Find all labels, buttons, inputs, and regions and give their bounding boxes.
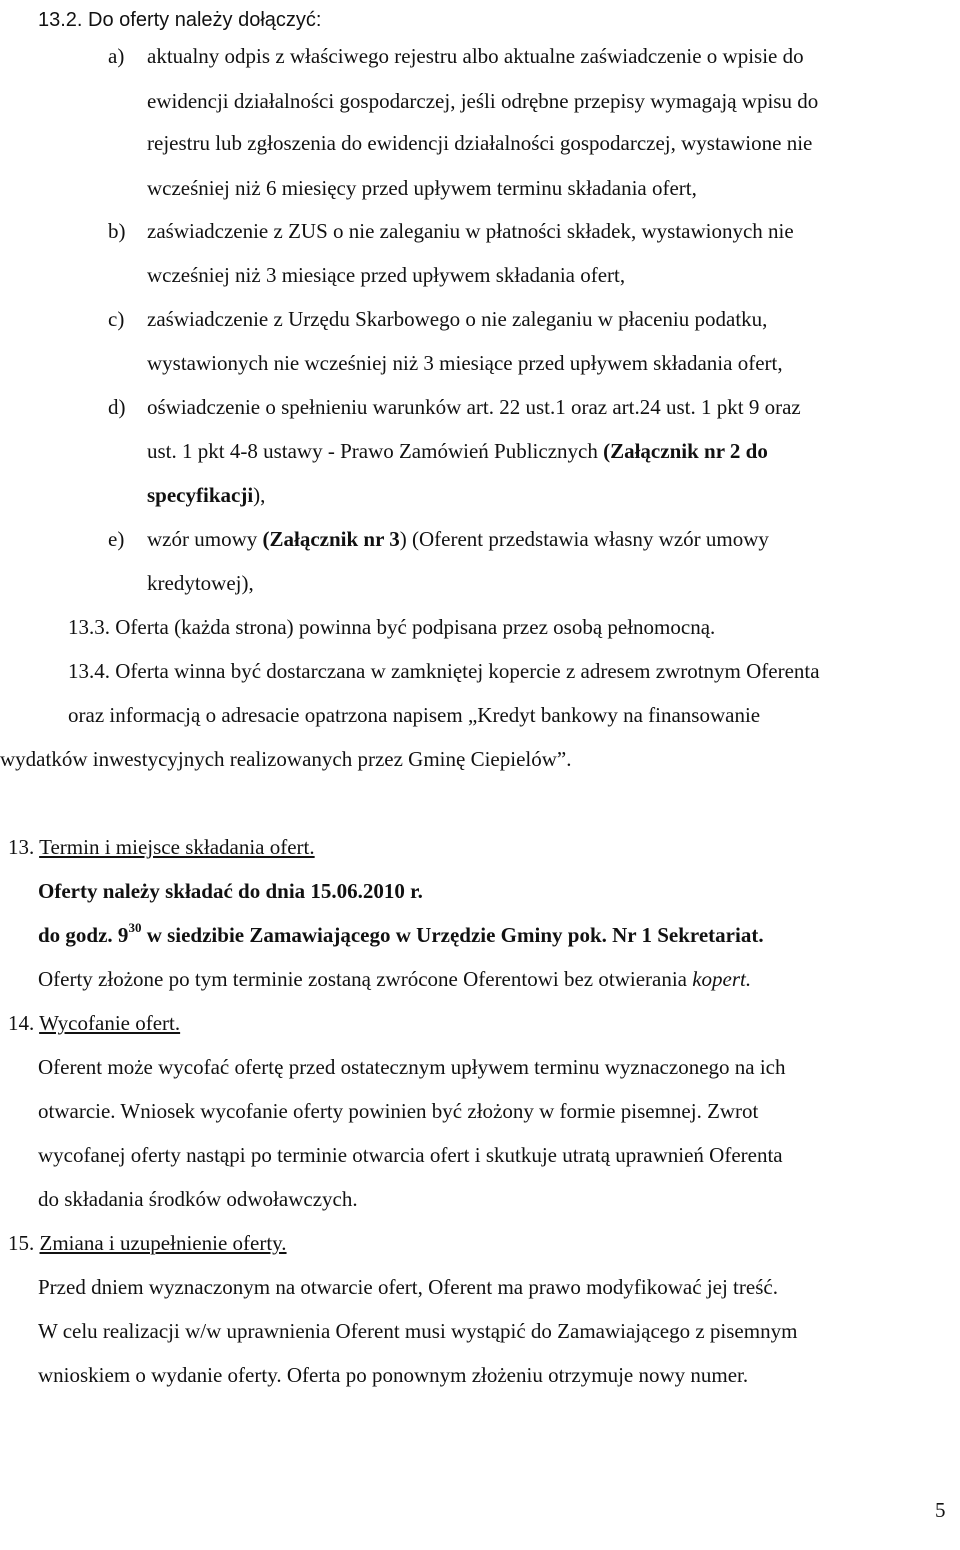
submission-time: do godz. 9 — [38, 923, 129, 947]
item-e-line-2: kredytowej), — [147, 571, 254, 595]
item-a-line-4: wcześniej niż 6 miesięcy przed upływem terminu składania ofert, — [147, 176, 697, 200]
section-14-line-3: wycofanej oferty nastąpi po terminie otwarcia ofert i skutkuje utratą uprawnień Oferenta — [38, 1143, 783, 1167]
item-b-marker: b) — [108, 219, 126, 243]
item-d-line-3 — [147, 483, 265, 507]
item-c-line-2: wystawionych nie wcześniej niż 3 miesiące przed upływem składania ofert, — [147, 351, 783, 375]
late-offers-text: Oferty złożone po tym terminie zostaną zwrócone Oferentowi bez otwierania — [38, 967, 693, 991]
submission-time-minutes: 30 — [128, 920, 142, 935]
item-a-line-3: rejestru lub zgłoszenia do ewidencji działalności gospodarczej, wystawione nie — [147, 131, 813, 155]
item-a-line-1: aktualny odpis z właściwego rejestru albo aktualne zaświadczenie o wpisie do — [147, 44, 804, 68]
item-c-line-1: zaświadczenie z Urzędu Skarbowego o nie zaleganiu w płaceniu podatku, — [147, 307, 768, 331]
item-e-line-1-tail: ) (Oferent przedstawia własny wzór umowy — [399, 527, 769, 551]
item-e-line-1-text: wzór umowy — [147, 527, 263, 551]
section-15-heading — [8, 1231, 287, 1255]
section-14-line-2: otwarcie. Wniosek wycofanie oferty powinien być złożony w formie pisemnej. Zwrot — [38, 1099, 759, 1123]
item-b-line-1: zaświadczenie z ZUS o nie zaleganiu w płatności składek, wystawionych nie — [147, 219, 794, 243]
section-14-line-4: do składania środków odwoławczych. — [38, 1187, 358, 1211]
section-13-4-line-3: wydatków inwestycyjnych realizowanych przez Gminę Ciepielów”. — [0, 747, 572, 771]
item-e-marker: e) — [108, 527, 125, 551]
item-a-marker: a) — [108, 44, 125, 68]
section-13-title: Termin i miejsce składania ofert. — [39, 835, 315, 859]
section-15-line-1: Przed dniem wyznaczonym na otwarcie ofert, Oferent ma prawo modyfikować jej treść. — [38, 1275, 778, 1299]
section-14-line-1: Oferent może wycofać ofertę przed ostatecznym upływem terminu wyznaczonego na ich — [38, 1055, 786, 1079]
section-14-heading — [8, 1011, 180, 1035]
section-13-4-line-1: 13.4. Oferta winna być dostarczana w zamkniętej kopercie z adresem zwrotnym Oferenta — [68, 659, 820, 683]
attachment-3-reference: (Załącznik nr 3 — [262, 527, 400, 551]
section-15-title: Zmiana i uzupełnienie oferty. — [39, 1231, 287, 1255]
submission-deadline: Oferty należy składać do dnia 15.06.2010 r. — [38, 879, 423, 903]
section-15-line-3: wnioskiem o wydanie oferty. Oferta po ponownym złożeniu otrzymuje nowy numer. — [38, 1363, 749, 1387]
section-13-4-line-2: oraz informacją o adresacie opatrzona napisem „Kredyt bankowy na finansowanie — [68, 703, 761, 727]
item-d-line-2-text: ust. 1 pkt 4-8 ustawy - Prawo Zamówień Publicznych — [147, 439, 604, 463]
attachment-2-reference: (Załącznik nr 2 do — [603, 439, 768, 463]
section-14-number: 14. — [8, 1011, 35, 1035]
item-c-marker: c) — [108, 307, 125, 331]
section-14-title: Wycofanie ofert. — [39, 1011, 181, 1035]
attachment-2-reference-cont: specyfikacji — [147, 483, 254, 507]
late-offers-italic: kopert. — [692, 967, 752, 991]
section-13-2-heading: 13.2. Do oferty należy dołączyć: — [38, 9, 322, 31]
item-b-line-2: wcześniej niż 3 miesiące przed upływem składania ofert, — [147, 263, 626, 287]
item-a-line-2: ewidencji działalności gospodarczej, jeśli odrębne przepisy wymagają wpisu do — [147, 89, 819, 113]
late-offers-note — [38, 967, 751, 991]
item-d-line-1: oświadczenie o spełnieniu warunków art. 22 ust.1 oraz art.24 ust. 1 pkt 9 oraz — [147, 395, 801, 419]
section-13-number: 13. — [8, 835, 35, 859]
item-d-line-2 — [147, 439, 768, 463]
item-d-line-3-tail: ), — [253, 483, 266, 507]
submission-location: w siedzibie Zamawiającego w Urzędzie Gminy pok. Nr 1 Sekretariat. — [141, 923, 764, 947]
submission-time-location — [38, 920, 764, 947]
page-number: 5 — [935, 1498, 946, 1522]
section-15-number: 15. — [8, 1231, 35, 1255]
item-d-marker: d) — [108, 395, 126, 419]
section-13-3: 13.3. Oferta (każda strona) powinna być podpisana przez osobą pełnomocną. — [68, 615, 716, 639]
section-15-line-2: W celu realizacji w/w uprawnienia Oferent musi wystąpić do Zamawiającego z pisemnym — [38, 1319, 798, 1343]
item-e-line-1 — [147, 527, 769, 551]
section-13-heading — [8, 835, 315, 859]
